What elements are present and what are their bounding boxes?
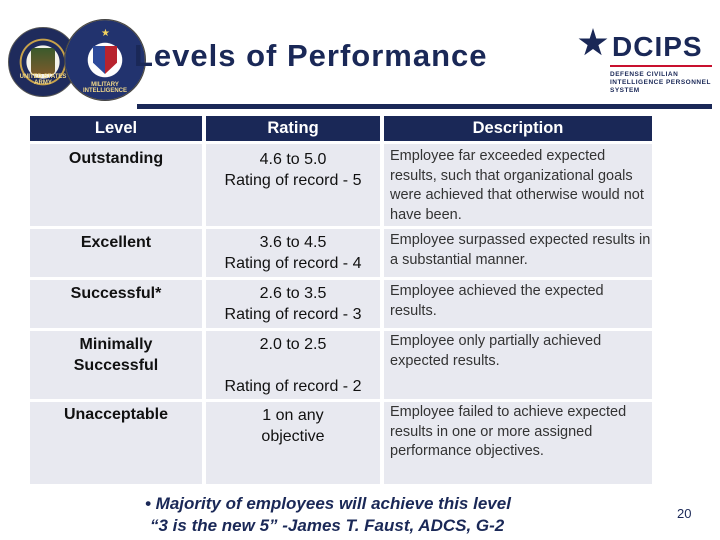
footnote: • Majority of employees will achieve this level xyxy=(145,494,511,513)
column-header-rating: Rating xyxy=(206,116,380,141)
title-divider xyxy=(137,104,712,109)
rating-cell xyxy=(206,280,380,328)
logo-divider xyxy=(610,65,712,67)
rating-cell xyxy=(206,144,380,226)
level-cell: Outstanding xyxy=(30,144,202,226)
dcips-logo xyxy=(574,25,714,105)
level-cell: Successful* xyxy=(30,280,202,328)
column-header-description: Description xyxy=(384,116,652,141)
description-cell: Employee surpassed expected results in a substantial manner. xyxy=(384,229,652,277)
star-icon: ★ xyxy=(101,28,110,39)
rating-of-record: Rating of record - 2 xyxy=(224,378,362,395)
rating-range: 1 on any objective xyxy=(261,407,325,445)
intelligence-seal-text: MILITARY INTELLIGENCE xyxy=(82,82,127,94)
logo-star-icon xyxy=(578,28,608,58)
description-cell: Employee only partially achieved expected results. xyxy=(384,331,652,399)
rating-range: 2.0 to 2.5 xyxy=(259,336,327,353)
rating-range: 2.6 to 3.5 xyxy=(259,285,327,302)
logo-text: DCIPS xyxy=(612,31,703,62)
rating-cell xyxy=(206,229,380,277)
page-number: 20 xyxy=(677,506,692,521)
level-cell: Excellent xyxy=(30,229,202,277)
description-cell: Employee failed to achieve expected results in one or more assigned performance objectives. xyxy=(384,402,652,484)
level-cell: Minimally Successful xyxy=(30,331,202,399)
rating-of-record: Rating of record - 4 xyxy=(224,255,362,272)
level-cell: Unacceptable xyxy=(30,402,202,484)
army-seal-text: UNITED STATES ARMY xyxy=(19,74,67,86)
rating-range: 4.6 to 5.0 xyxy=(259,151,327,168)
rating-cell xyxy=(206,331,380,399)
footer-quote: “3 is the new 5” -James T. Faust, ADCS, G-2 xyxy=(150,516,505,535)
rating-cell xyxy=(206,402,380,484)
description-cell: Employee far exceeded expected results, such that organizational goals were achieved that otherwise would not have been. xyxy=(384,144,652,226)
rating-range: 3.6 to 4.5 xyxy=(259,234,327,251)
army-seal-emblem xyxy=(31,48,55,74)
logo-subtitle: DEFENSE CIVILIAN INTELLIGENCE PERSONNEL SYSTEM xyxy=(610,71,711,94)
column-header-level: Level xyxy=(30,116,202,141)
description-cell: Employee achieved the expected results. xyxy=(384,280,652,328)
page-title: Levels of Performance xyxy=(134,38,488,73)
rating-of-record: Rating of record - 5 xyxy=(224,172,362,189)
rating-of-record: Rating of record - 3 xyxy=(224,306,362,323)
intelligence-seal-shield xyxy=(93,46,117,74)
